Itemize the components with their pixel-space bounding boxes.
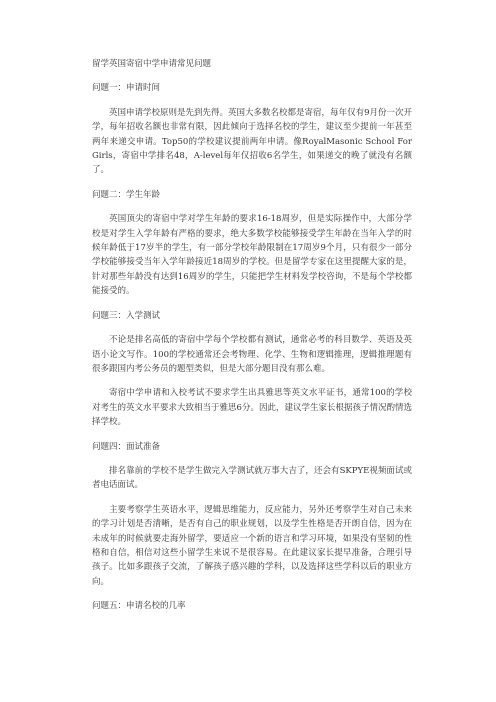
paragraph: 主要考察学生英语水平，逻辑思维能力，反应能力，另外还考察学生对自己未来的学习计划是否清晰，是否有自己的职业规划，以及学生性格是否开朗自信，因为在未成年的时候就要走海外留学，要适应一个新的语言和学习环境，如果没有坚韧的性格和自信，相信对这些小留学生来说不是很容易。在此建议家长提早准备，合理引导孩子。比如多跟孩子交流，了解孩子感兴趣的学科，以及选择这些学科以后的职业方向。 [92, 504, 412, 587]
section-admission-odds [92, 599, 412, 613]
section-interview-prep [92, 440, 412, 590]
document-body [92, 57, 412, 624]
paragraph: 不论是排名高低的寄宿中学每个学校都有测试，通常必考的科目数学、英语及英语小论文写作。100的学校通常还会考物理、化学、生物和逻辑推理，逻辑推理题有很多跟国内考公务员的题型类似，但是大部分题目没有那么难。 [92, 335, 412, 374]
section-heading: 问题一：申请时间 [92, 83, 161, 94]
section-application-time [92, 81, 412, 177]
section-student-age [92, 188, 412, 299]
paragraph: 排名靠前的学校不是学生做完入学测试就万事大吉了，还会有SKPYE视频面试或者电话面试。 [92, 465, 412, 491]
section-entrance-test [92, 309, 412, 430]
section-heading: 问题三：入学测试 [92, 310, 161, 321]
paragraph: 英国申请学校原则是先到先得。英国大多数名校都是寄宿，每年仅有9月份一次开学，每年招收名额也非常有限，因此倾向于选择名校的学生，建议至少提前一年甚至两年来递交申请。Top50的学校建议提前两年申请。像RoyalMasonic School For Girls，寄宿中学排名48，A-level每年仅招收6名学生，如果递交的晚了就没有名额了。 [92, 107, 412, 176]
document-title: 留学英国寄宿中学申请常见问题 [92, 59, 212, 69]
paragraph: 英国顶尖的寄宿中学对学生年龄的要求16-18周岁，但是实际操作中，大部分学校是对学生入学年龄有严格的要求，绝大多数学校能够接受学生年龄在当年入学的时候年龄低于17岁半的学生，有一部分学校年龄限制在17周岁9个月，只有很少一部分学校能够接受当年入学年龄接近18周岁的学校。但是留学专家在这里提醒大家的是，针对那些年龄没有达到16周岁的学生，只能把学生材料发学校咨询，不是每个学校都能接受的。 [92, 214, 412, 297]
section-heading: 问题二：学生年龄 [92, 189, 161, 200]
paragraph: 寄宿中学申请和入校考试不要求学生出具雅思等英文水平证书，通常100的学校对考生的英文水平要求大致相当于雅思6分。因此，建议学生家长根据孩子情况酌情选择学校。 [92, 388, 412, 428]
section-heading: 问题四：面试准备 [92, 441, 161, 452]
section-heading: 问题五：申请名校的几率 [92, 601, 186, 612]
